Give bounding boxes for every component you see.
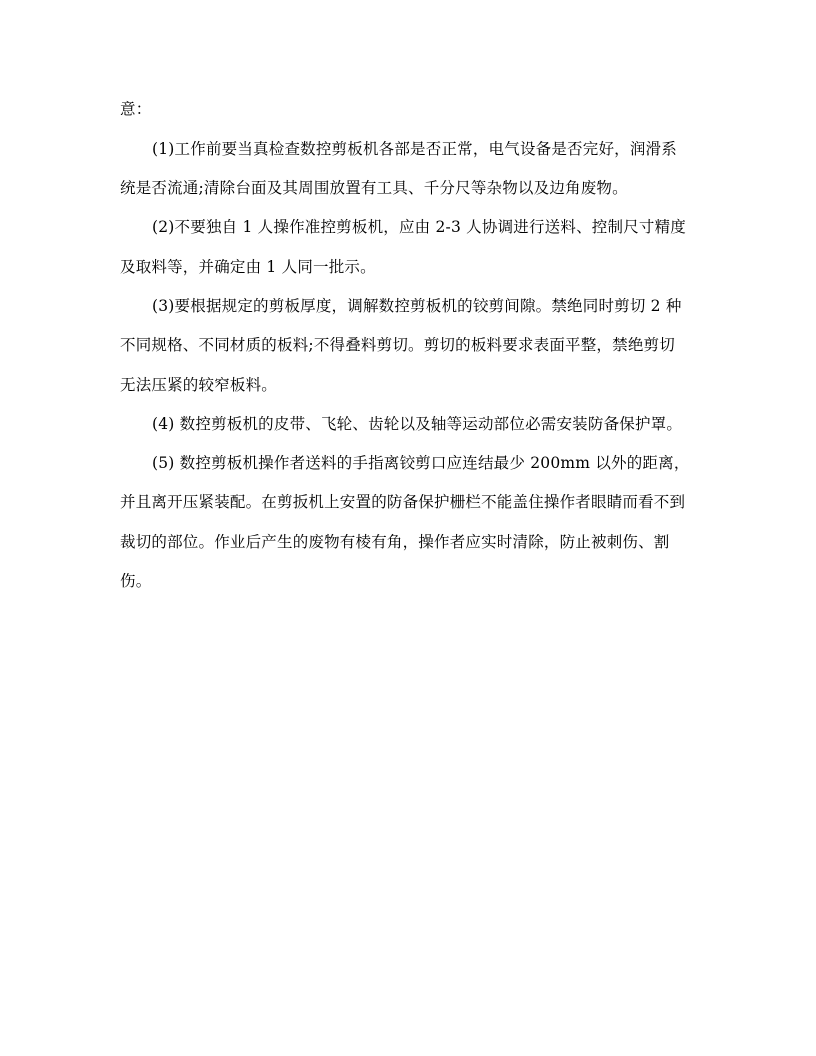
text-line: 无法压紧的较窄板料。 <box>120 376 278 394</box>
text-line: 统是否流通;清除台面及其周围放置有工具、千分尺等杂物以及边角废物。 <box>120 179 628 197</box>
text-line: 并且离开压紧装配。在剪扳机上安置的防备保护栅栏不能盖住操作者眼睛而看不到 <box>120 493 686 511</box>
text-line: 裁切的部位。作业后产生的废物有棱有角，操作者应实时清除，防止被刺伤、割 <box>120 533 670 551</box>
text-line: (3)要根据规定的剪板厚度，调解数控剪板机的铰剪间隙。禁绝同时剪切 2 种 <box>152 297 682 315</box>
text-line: (1)工作前要当真检查数控剪板机各部是否正常，电气设备是否完好，润滑系 <box>152 140 677 158</box>
text-line: 及取料等，并确定由 1 人同一批示。 <box>120 258 376 276</box>
text-line: 意： <box>120 100 152 118</box>
text-line: 伤。 <box>120 572 152 590</box>
text-line: (5) 数控剪板机操作者送料的手指离铰剪口应连结最少 200mm 以外的距离， <box>152 454 690 472</box>
text-line: (4) 数控剪板机的皮带、飞轮、齿轮以及轴等运动部位必需安装防备保护罩。 <box>152 415 683 433</box>
text-line: 不同规格、不同材质的板料;不得叠料剪切。剪切的板料要求表面平整，禁绝剪切 <box>120 336 675 354</box>
text-line: (2)不要独自 1 人操作准控剪板机，应由 2-3 人协调进行送料、控制尺寸精度 <box>152 218 686 236</box>
